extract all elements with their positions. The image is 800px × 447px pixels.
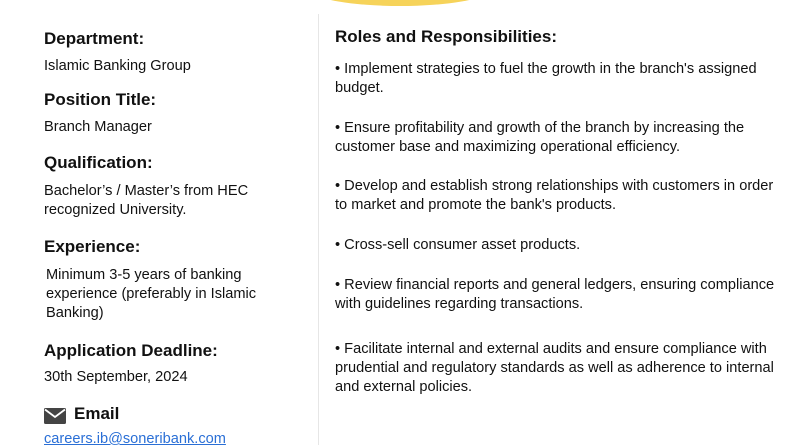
position-title-value: Branch Manager [44, 119, 152, 135]
role-item: • Review financial reports and general ledgers, ensuring compliance with guidelines regarding transactions. [335, 277, 775, 312]
role-item: • Develop and establish strong relationships with customers in order to market and promote the bank's products. [335, 178, 774, 213]
roles-heading: Roles and Responsibilities: [335, 27, 557, 46]
email-label: Email [74, 404, 120, 423]
role-item: • Implement strategies to fuel the growth in the branch's assigned budget. [335, 61, 757, 96]
application-deadline-value: 30th September, 2024 [44, 369, 188, 385]
application-deadline-label: Application Deadline: [44, 341, 218, 360]
role-item: • Cross-sell consumer asset products. [335, 237, 581, 253]
position-title-label: Position Title: [44, 90, 157, 109]
role-item: • Facilitate internal and external audits and ensure compliance with prudential and regulatory standards as well as adherence to internal and external policies. [335, 341, 774, 395]
department-label: Department: [44, 29, 145, 48]
qualification-label: Qualification: [44, 153, 153, 172]
experience-label: Experience: [44, 237, 141, 256]
email-link[interactable]: careers.ib@soneribank.com [44, 431, 226, 447]
department-value: Islamic Banking Group [44, 58, 191, 74]
role-item: • Ensure profitability and growth of the branch by increasing the customer base and maximizing operational efficiency. [335, 120, 745, 155]
qualification-value: Bachelor’s / Master’s from HEC recognized University. [44, 183, 249, 218]
experience-value: Minimum 3-5 years of banking experience (preferably in Islamic Banking) [46, 267, 257, 321]
